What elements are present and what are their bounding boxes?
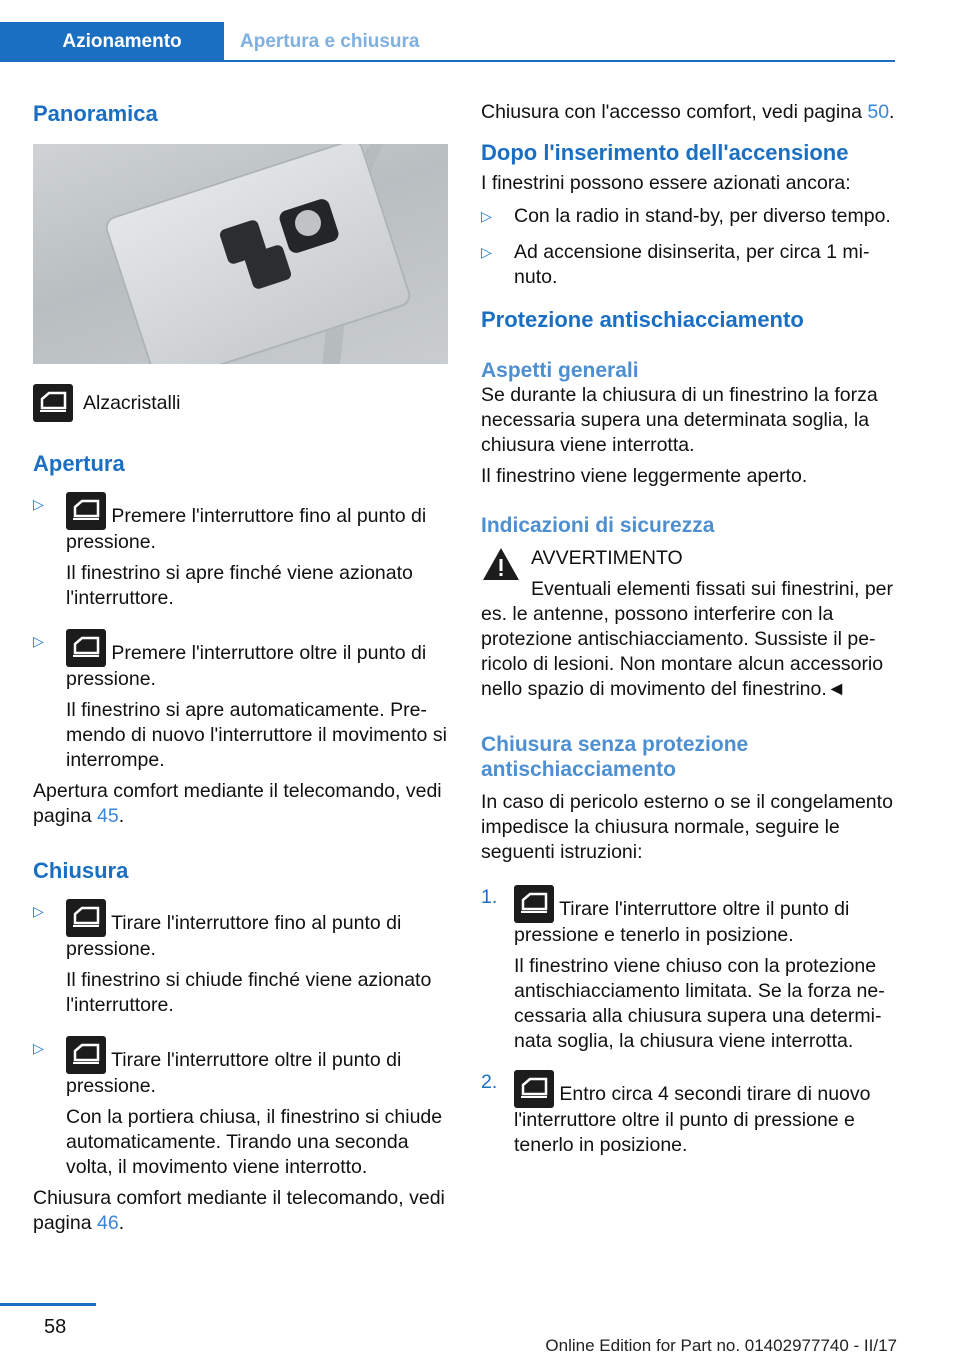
edition-text: Online Edition for Part no. 01402977740 - II/17 (545, 1336, 897, 1355)
warning-block (481, 546, 896, 702)
triangle-right-icon: ▷ (33, 1040, 44, 1056)
window-switch-icon (514, 1070, 554, 1108)
page-link-50[interactable]: 50 (867, 101, 890, 123)
step-number: 1. (481, 886, 498, 908)
window-switch-icon (66, 492, 106, 530)
tab-apertura-chiusura[interactable]: Apertura e chiusura (240, 31, 420, 52)
dopo-text: I finestrini possono essere azionati ancora: (481, 172, 851, 194)
door-switch-photo (33, 144, 448, 364)
page-header (0, 0, 895, 62)
window-switch-icon (66, 1036, 106, 1074)
page-number: 58 (44, 1316, 67, 1338)
section-title-chiusura: Chiusura (33, 858, 129, 883)
section-title-panoramica: Panoramica (33, 101, 158, 126)
list-item: ▷ Premere l'interruttore fino al punto di pressione. Il finestrino si apre finché viene azionato l'interruttore. (33, 492, 448, 611)
header-divider (0, 60, 895, 62)
window-switch-icon (66, 629, 106, 667)
right-column (481, 100, 896, 1174)
section-title-apertura: Apertura (33, 451, 125, 476)
subsection-title-senza: Chiusura senza protezione antischiacciamento (481, 733, 749, 781)
window-switch-icon (66, 899, 106, 937)
warning-triangle-icon (481, 546, 521, 582)
dopo-list (481, 204, 896, 290)
chiusura-list (33, 899, 448, 1180)
footer-divider (0, 1303, 96, 1306)
warning-text: Eventuali elementi fissati sui finestrini, per es. le antenne, possono interferire con la protezione antischiacciamento. Sussiste il pericolo di lesioni. Non montare alcun accessorio nello spazio di movimento del finestrino.◄ (481, 578, 893, 700)
list-item: ▷ Tirare l'interruttore fino al punto di pressione. Il finestrino si chiude finché viene azionato l'interruttore. (33, 899, 448, 1018)
page-link-45[interactable]: 45 (96, 805, 119, 827)
list-item: 2. Entro circa 4 secondi tirare di nuovo l'interruttore oltre il punto di pressione e tenerlo in posizione. (481, 1071, 871, 1156)
legend-alzacristalli (33, 384, 448, 422)
triangle-right-icon: ▷ (33, 903, 44, 919)
page-link-46[interactable]: 46 (96, 1212, 119, 1234)
triangle-right-icon: ▷ (481, 244, 492, 260)
aspetti-text-1: Se durante la chiusura di un finestrino la forza necessaria supera una determinata soglia, la chiusura viene interrotta. (481, 384, 878, 456)
left-column (33, 100, 448, 1236)
section-title-protezione: Protezione antischiacciamento (481, 307, 804, 332)
section-title-dopo: Dopo l'inserimento dell'accensione (481, 140, 849, 165)
steps-list (481, 885, 896, 1158)
step-number: 2. (481, 1071, 498, 1093)
list-item: 1. Tirare l'interruttore oltre il punto di pressione e tenerlo in posizione. Il finestrino viene chiuso con la protezione antischiacciamento limitata. Se la forza necessaria alla chiusura supera una determinata soglia, la chiusura viene interrotta. (481, 886, 885, 1052)
apertura-list (33, 492, 448, 773)
window-switch-icon (33, 384, 73, 422)
triangle-right-icon: ▷ (33, 496, 44, 512)
list-item: ▷ Con la radio in stand-by, per diverso tempo. (481, 205, 891, 227)
aspetti-text-2: Il finestrino viene leggermente aperto. (481, 465, 808, 487)
triangle-right-icon: ▷ (33, 633, 44, 649)
list-item: ▷ Premere l'interruttore oltre il punto di pressione. Il finestrino si apre automaticamente. Premendo di nuovo l'interruttore il movimento si interrompe. (33, 629, 448, 773)
list-item: ▷ Tirare l'interruttore oltre il punto di pressione. Con la portiera chiusa, il finestrino si chiude automaticamente. Tirando una seconda volta, il movimento viene interrotto. (33, 1036, 448, 1180)
legend-label: Alzacristalli (83, 391, 181, 414)
warning-title: AVVERTIMENTO (531, 547, 683, 569)
list-item: ▷ Ad accensione disinserita, per circa 1 minuto. (481, 241, 870, 288)
triangle-right-icon: ▷ (481, 208, 492, 224)
apertura-comfort-text: Apertura comfort mediante il telecomando, vedi pagina 45. (33, 780, 442, 827)
window-switch-icon (514, 885, 554, 923)
chiusura-comfort-text: Chiusura comfort mediante il telecomando, vedi pagina 46. (33, 1187, 445, 1234)
intro-text: Chiusura con l'accesso comfort, vedi pagina 50. (481, 101, 895, 123)
subsection-title-aspetti: Aspetti generali (481, 359, 639, 382)
subsection-title-sicurezza: Indicazioni di sicurezza (481, 514, 715, 537)
senza-text: In caso di pericolo esterno o se il congelamento impedisce la chiusura normale, seguire le seguenti istruzioni: (481, 791, 893, 863)
tab-azionamento[interactable]: Azionamento (0, 22, 224, 61)
